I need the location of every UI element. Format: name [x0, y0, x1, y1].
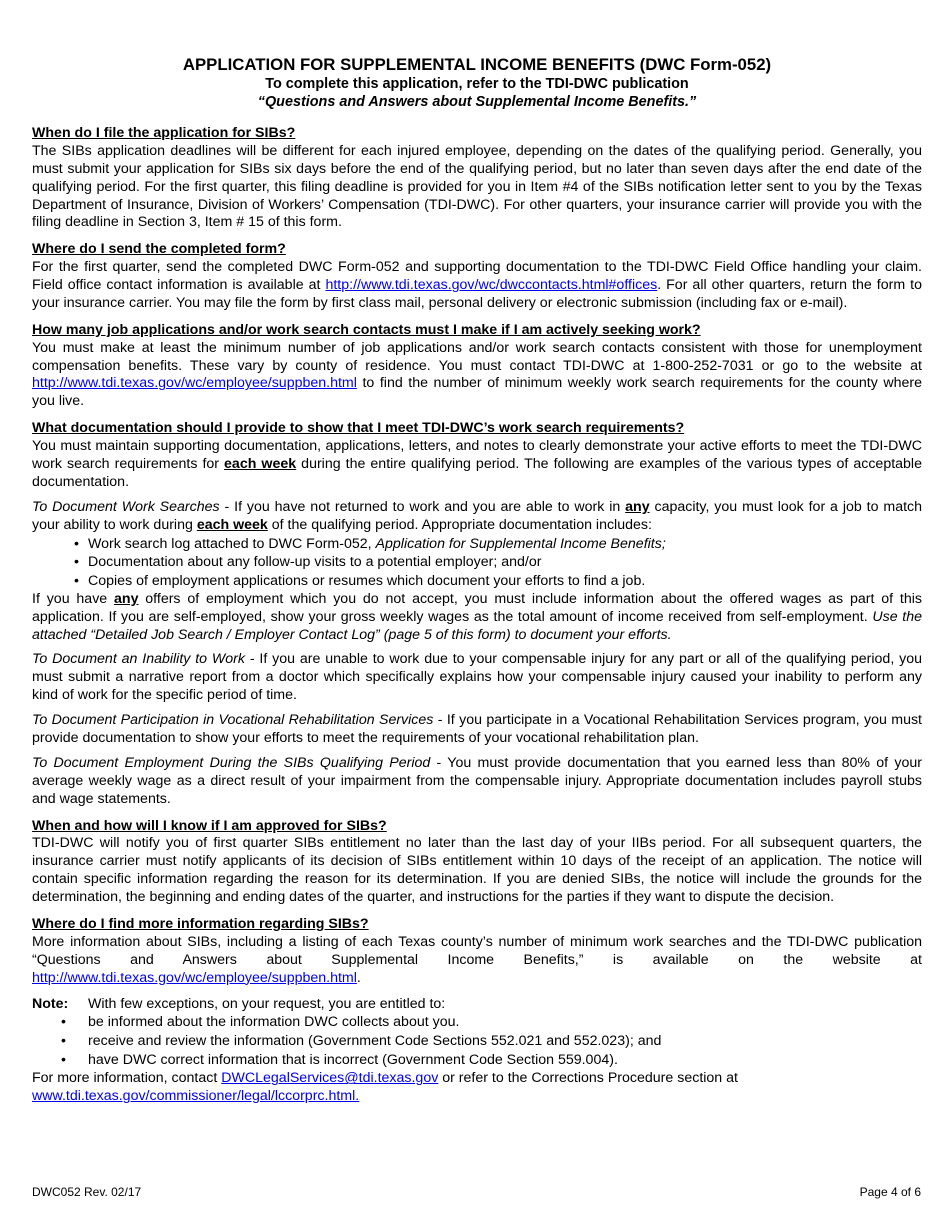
suppben-link-2[interactable]: http://www.tdi.texas.gov/wc/employee/suppben.html: [32, 969, 357, 986]
list-item: • Work search log attached to DWC Form-052, Application for Supplemental Income Benefits;: [88, 535, 922, 554]
when-to-file-text: The SIBs application deadlines will be different for each injured employee, depending on the dates of the qualifying period. Generally, you must submit your application for SIBs six days before the end of the qualifying period, but no later than seven days after the end date of the qualifying period. For the first quarter, this filing deadline is provided for you in Item #4 of the SIBs notification letter sent to you by the Texas Department of Insurance, Division of Workers’ Compensation (TDI-DWC). For other quarters, your insurance carrier will provide you with the filing deadline in Section 3, Item # 15 of this form.: [32, 142, 922, 231]
list-item: • Documentation about any follow-up visits to a potential employer; and/or: [88, 553, 922, 572]
document-vocational-rehab: To Document Participation in Vocational Rehabilitation Services - If you participate in a Vocational Rehabilitation Services program, you must provide documentation to show your efforts to meet the requirements of your vocational rehabilitation plan.: [32, 712, 922, 747]
publication-name: “Questions and Answers about Supplemental Income Benefits.”: [257, 93, 697, 110]
heading-where-to-send: Where do I send the completed form?: [32, 241, 286, 258]
field-offices-link[interactable]: http://www.tdi.texas.gov/wc/dwccontacts.html#offices: [325, 277, 658, 294]
list-item: • have DWC correct information that is incorrect (Government Code Section 559.004).: [88, 1051, 922, 1070]
job-offers-text: If you have any offers of employment which you do not accept, you must include information about the offered wages as part of this application. If you are self-employed, show your gross weekly wages as the total amount of income received from self-employment. Use the attached “Detailed Job Search / Employer Contact Log” (page 5 of this form) to document your efforts.: [32, 590, 922, 643]
rights-list: [32, 1013, 922, 1069]
documentation-intro: You must maintain supporting documentation, applications, letters, and notes to clearly demonstrate your active efforts to meet the TDI-DWC work search requirements for each week during the entire qualifying period. The following are examples of the various types of acceptable documentation.: [32, 438, 922, 490]
where-to-send-text: For the first quarter, send the completed DWC Form-052 and supporting documentation to the TDI-DWC Field Office handling your claim. Field office contact information is available at http://www.tdi.texas.gov/wc/dwccontacts.html#offices. For all other quarters, return the form to your insurance carrier. You may file the form by first class mail, personal delivery or electronic submission (including fax or e-mail).: [32, 259, 922, 311]
approval-text: TDI-DWC will notify you of first quarter SIBs entitlement no later than the last day of your IIBs period. For all subsequent quarters, the insurance carrier must notify applicants of its decision of SIBs entitlement within 10 days of the receipt of an application. The notice will contain specific information regarding the reason for its determination. If you are denied SIBs, the notice will include the grounds for the determination, the beginning and ending dates of the quarter, and instructions for the parties if they want to dispute the decision.: [32, 835, 922, 906]
heading-approval: When and how will I know if I am approved for SIBs?: [32, 817, 387, 834]
corrections-link-row: [32, 1087, 922, 1105]
document-page: [32, 54, 922, 1105]
documentation-list: [32, 535, 922, 591]
more-info-text: More information about SIBs, including a listing of each Texas county’s number of minimum work searches and the TDI-DWC publication “Questions and Answers about Supplemental Income Benefits,” is available on the website at http://www.tdi.texas.gov/wc/employee/suppben.html.: [32, 933, 922, 986]
suppben-link[interactable]: http://www.tdi.texas.gov/wc/employee/suppben.html: [32, 375, 357, 392]
job-applications-text: You must make at least the minimum number of job applications and/or work search contacts consistent with those for unemployment compensation benefits. These vary by county of residence. You must contact TDI-DWC at 1-800-252-7031 or go to the website at http://www.tdi.texas.gov/wc/employee/suppben.html to find the number of minimum weekly work search requirements for the county where you live.: [32, 339, 922, 410]
contact-info: For more information, contact DWCLegalServices@tdi.texas.gov or refer to the Corrections Procedure section at: [32, 1070, 738, 1087]
form-title: APPLICATION FOR SUPPLEMENTAL INCOME BENEFITS (DWC Form-052): [182, 55, 772, 74]
privacy-note: [32, 995, 922, 1014]
form-subtitle: To complete this application, refer to the TDI-DWC publication: [265, 76, 689, 92]
list-item: • receive and review the information (Government Code Sections 552.021 and 552.023); and: [88, 1032, 922, 1051]
legal-services-email-link[interactable]: DWCLegalServices@tdi.texas.gov: [221, 1070, 439, 1087]
corrections-procedure-link[interactable]: www.tdi.texas.gov/commissioner/legal/lccorprc.html.: [32, 1088, 360, 1105]
document-work-searches: To Document Work Searches - If you have not returned to work and you are able to work in any capacity, you must look for a job to match your ability to work during each week of the qualifying period. Appropriate documentation includes:: [32, 498, 923, 533]
list-item: • be informed about the information DWC collects about you.: [88, 1013, 922, 1032]
heading-more-info: Where do I find more information regarding SIBs?: [32, 916, 369, 933]
document-employment: To Document Employment During the SIBs Qualifying Period - You must provide documentation that you earned less than 80% of your average weekly wage as a direct result of your impairment from the compensable injury. Appropriate documentation includes payroll stubs and wage statements.: [32, 754, 923, 807]
form-revision: DWC052 Rev. 02/17: [32, 1185, 142, 1199]
document-inability-to-work: To Document an Inability to Work - If you are unable to work due to your compensable injury for any part or all of the qualifying period, you must submit a narrative report from a doctor which specifically explains how your compensable injury caused your inability to perform any kind of work for the specific period of time.: [32, 651, 922, 704]
list-item: • Copies of employment applications or resumes which document your efforts to find a job.: [88, 572, 922, 591]
page-number: Page 4 of 6: [859, 1185, 921, 1199]
heading-job-applications: How many job applications and/or work search contacts must I make if I am actively seeking work?: [32, 321, 701, 338]
heading-documentation: What documentation should I provide to show that I meet TDI-DWC’s work search requirements?: [32, 420, 685, 437]
note-label: Note:: [32, 995, 69, 1012]
heading-when-to-file: When do I file the application for SIBs?: [32, 125, 296, 141]
note-intro: With few exceptions, on your request, you are entitled to:: [88, 995, 446, 1012]
